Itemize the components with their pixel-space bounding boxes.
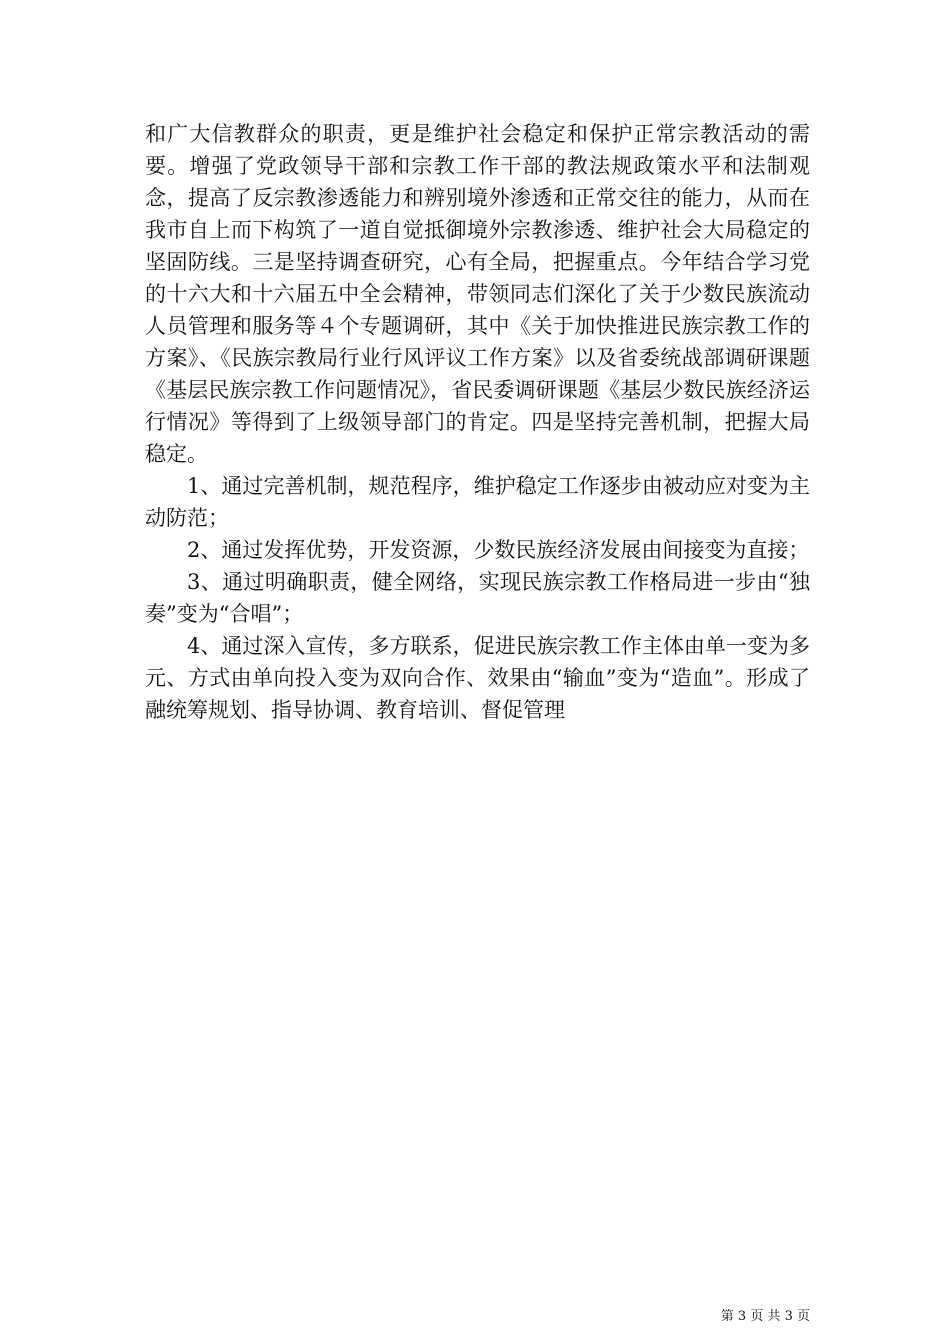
list-item-3: 3、通过明确职责，健全网络，实现民族宗教工作格局进一步由“独奏”变为“合唱”； xyxy=(145,570,810,626)
list-item-2: 2、通过发挥优势，开发资源，少数民族经济发展由间接变为直接； xyxy=(187,538,810,562)
list-item-4: 4、通过深入宣传，多方联系，促进民族宗教工作主体由单一变为多元、方式由单向投入变为双向合作、效果由“输血”变为“造血”。形成了融统筹规划、指导协调、教育培训、督促管理 xyxy=(145,634,810,722)
page-number: 第 3 页 共 3 页 xyxy=(720,1309,810,1324)
paragraph-continuation: 和广大信教群众的职责，更是维护社会稳定和保护正常宗教活动的需要。增强了党政领导干部和宗教工作干部的教法规政策水平和法制观念，提高了反宗教渗透能力和辨别境外渗透和正常交往的能力，从而在我市自上而下构筑了一道自觉抵御境外宗教渗透、维护社会大局稳定的坚固防线。三是坚持调查研究，心有全局，把握重点。今年结合学习党的十六大和十六届五中全会精神，带领同志们深化了关于少数民族流动人员管理和服务等４个专题调研，其中《关于加快推进民族宗教工作的方案》、《民族宗教局行业行风评议工作方案》以及省委统战部调研课题《基层民族宗教工作问题情况》，省民委调研课题《基层少数民族经济运行情况》等得到了上级领导部门的肯定。四是坚持完善机制，把握大局稳定。 xyxy=(145,122,810,466)
document-body xyxy=(145,118,810,726)
list-item-1: 1、通过完善机制，规范程序，维护稳定工作逐步由被动应对变为主动防范； xyxy=(145,474,810,530)
